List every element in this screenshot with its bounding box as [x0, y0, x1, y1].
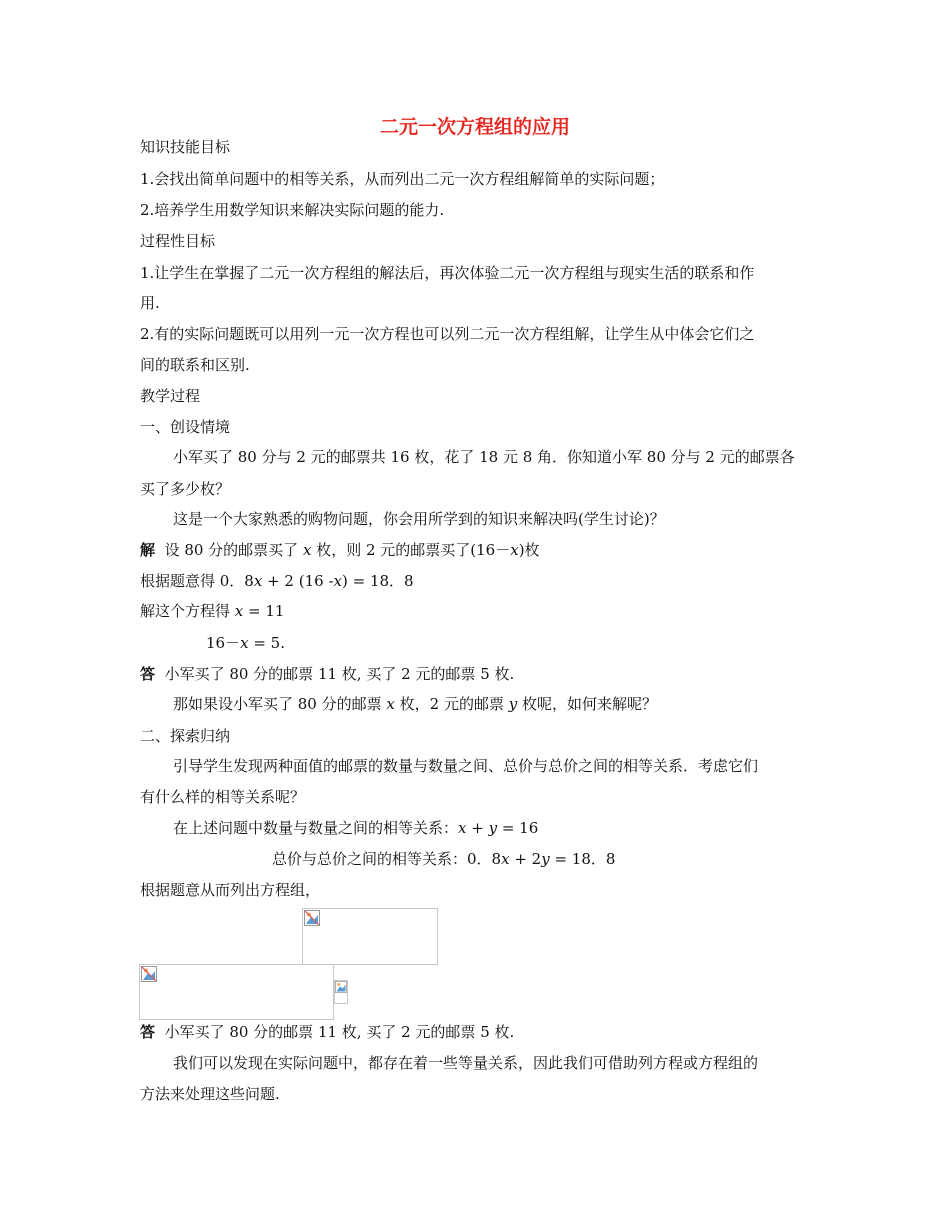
- guide-line-2: 有什么样的相等关系呢？: [140, 788, 306, 806]
- solution-answer: 答 小军买了 80 分的邮票 11 枚, 买了 2 元的邮票 5 枚.: [140, 665, 515, 683]
- teaching-heading: 教学过程: [140, 387, 201, 405]
- scenario-line-2: 买了多少枚？: [140, 480, 231, 498]
- broken-image-icon: [141, 966, 157, 982]
- solution-steps-image: [139, 964, 334, 1020]
- conclusion-line-1: 我们可以发现在实际问题中，都存在着一些等量关系，因此我们可借助列方程或方程组的: [173, 1054, 759, 1072]
- broken-image-icon: [304, 910, 320, 926]
- equation-system-image: [302, 908, 438, 965]
- relation-price: 总价与总价之间的相等关系：0．8x + 2y = 18．8: [272, 850, 616, 868]
- knowledge-heading: 知识技能目标: [140, 138, 231, 156]
- conclusion-line-2: 方法来处理这些问题.: [140, 1085, 280, 1103]
- broken-image-icon: [335, 981, 347, 993]
- guide-line-1: 引导学生发现两种面值的邮票的数量与数量之间、总价与总价之间的相等关系．考虑它们: [173, 757, 759, 775]
- part2-heading: 二、探索归纳: [140, 727, 231, 745]
- answer-label: 答: [140, 1023, 156, 1041]
- solution-setup: 解 设 80 分的邮票买了 x 枚，则 2 元的邮票买了(16－x)枚: [140, 541, 540, 559]
- process-item-1-line-1: 1.让学生在掌握了二元一次方程组的解法后，再次体验二元一次方程组与现实生活的联系和作: [140, 264, 755, 282]
- solution-equation: 根据题意得 0．8x + 2 (16 -x) = 18．8: [140, 572, 414, 590]
- process-item-1-line-2: 用.: [140, 294, 160, 312]
- solution-result-x: 解这个方程得 x = 11: [140, 602, 285, 620]
- answer-label: 答: [140, 665, 156, 683]
- system-answer: 答 小军买了 80 分的邮票 11 枚, 买了 2 元的邮票 5 枚.: [140, 1023, 515, 1041]
- system-intro: 根据题意从而列出方程组，: [140, 881, 321, 899]
- scenario-line-1: 小军买了 80 分与 2 元的邮票共 16 枚，花了 18 元 8 角．你知道小军 80 分与 2 元的邮票各: [173, 448, 795, 466]
- process-heading: 过程性目标: [140, 232, 216, 250]
- knowledge-item-1: 1.会找出简单问题中的相等关系，从而列出二元一次方程组解简单的实际问题；: [140, 170, 665, 188]
- relation-quantity: 在上述问题中数量与数量之间的相等关系：x + y = 16: [173, 819, 539, 837]
- solution-result-y: 16－x = 5.: [206, 634, 285, 652]
- knowledge-item-2: 2.培养学生用数学知识来解决实际问题的能力.: [140, 201, 445, 219]
- scenario-line-3: 这是一个大家熟悉的购物问题，你会用所学到的知识来解决吗(学生讨论)？: [173, 510, 665, 528]
- solution-label: 解: [140, 541, 156, 559]
- process-item-2-line-1: 2.有的实际问题既可以用列一元一次方程也可以列二元一次方程组解，让学生从中体会它们之: [140, 325, 755, 343]
- brace-image: [334, 980, 348, 1004]
- process-item-2-line-2: 间的联系和区别.: [140, 356, 250, 374]
- part1-heading: 一、创设情境: [140, 418, 231, 436]
- document-title: 二元一次方程组的应用: [379, 116, 570, 138]
- followup-question: 那如果设小军买了 80 分的邮票 x 枚，2 元的邮票 y 枚呢，如何来解呢？: [173, 695, 657, 713]
